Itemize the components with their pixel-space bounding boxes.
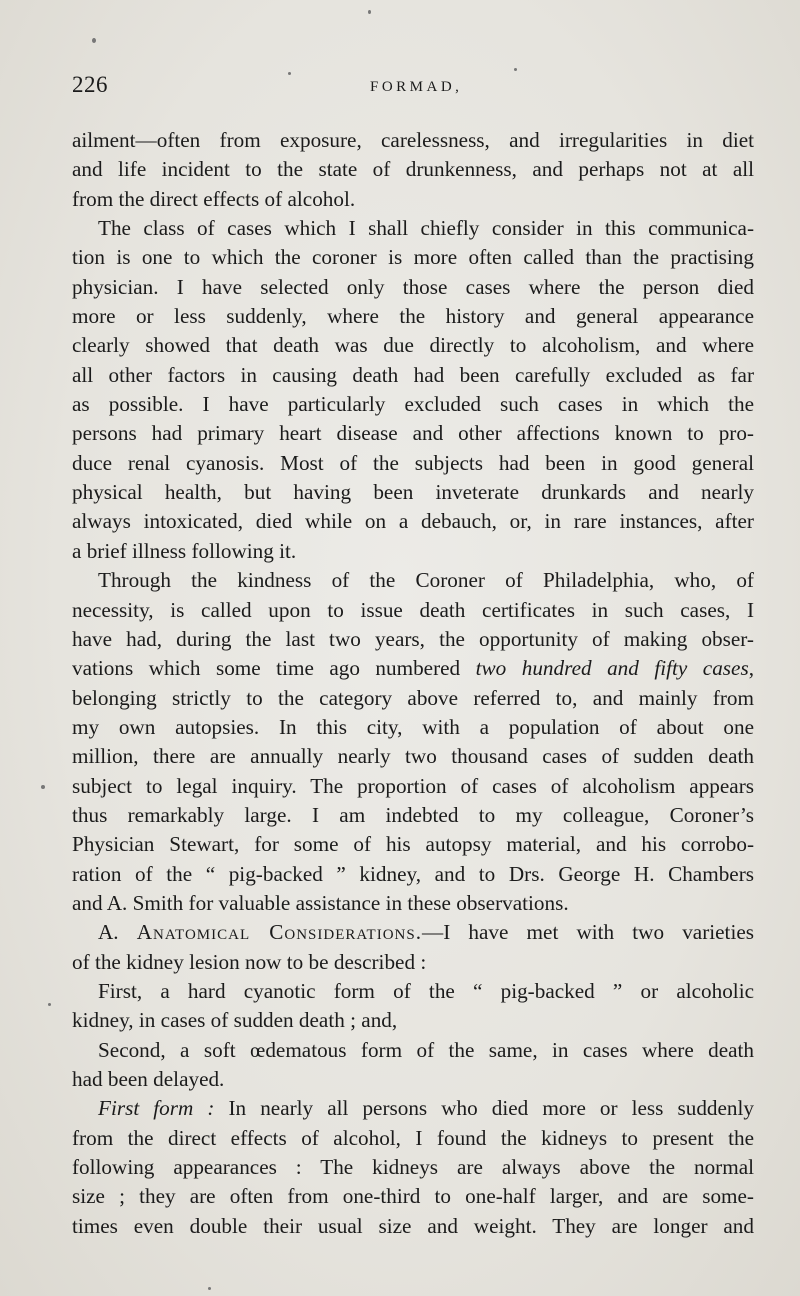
line-text: from the direct effects of alcohol, I found the kidneys to present the bbox=[72, 1125, 754, 1150]
text-line bbox=[72, 419, 754, 448]
line-text: First, a hard cyanotic form of the “ pig-backed ” or alcoholic bbox=[98, 978, 754, 1003]
scan-speck bbox=[48, 1003, 51, 1006]
line-text: A. bbox=[98, 920, 137, 945]
scan-speck bbox=[514, 68, 517, 71]
scan-speck bbox=[41, 785, 45, 789]
line-text: my own autopsies. In this city, with a population of about one bbox=[72, 714, 754, 739]
text-line bbox=[72, 185, 754, 214]
line-text: thus remarkably large. I am indebted to my colleague, Coroner’s bbox=[72, 802, 754, 827]
scan-speck bbox=[368, 10, 371, 14]
text-line bbox=[72, 1212, 754, 1241]
line-text: from the direct effects of alcohol. bbox=[72, 186, 356, 211]
line-text: Through the kindness of the Coroner of Philadelphia, who, of bbox=[98, 568, 754, 593]
text-line bbox=[72, 625, 754, 654]
line-text: times even double their usual size and weight. They are longer and bbox=[72, 1213, 754, 1238]
text-line bbox=[72, 1182, 754, 1211]
line-text: all other factors in causing death had been carefully excluded as far bbox=[72, 362, 754, 387]
line-text: as possible. I have particularly excluded such cases in which the bbox=[72, 392, 754, 417]
text-line bbox=[72, 1094, 754, 1123]
line-text: Physician Stewart, for some of his autopsy material, and his corrobo- bbox=[72, 832, 754, 857]
text-line bbox=[72, 566, 754, 595]
scan-speck bbox=[208, 1287, 211, 1290]
text-line bbox=[72, 742, 754, 771]
text-line bbox=[72, 1036, 754, 1065]
text-line bbox=[72, 772, 754, 801]
line-text: a brief illness following it. bbox=[72, 538, 297, 563]
text-line bbox=[72, 684, 754, 713]
line-text: The class of cases which I shall chiefly consider in this communica- bbox=[98, 216, 754, 241]
text-line bbox=[72, 1153, 754, 1182]
line-text: —I have met with two varieties bbox=[422, 920, 754, 945]
line-text: size ; they are often from one-third to one-half larger, and are some- bbox=[72, 1184, 754, 1209]
text-line bbox=[72, 243, 754, 272]
line-text: tion is one to which the coroner is more often called than the practising bbox=[72, 245, 754, 270]
running-title: FORMAD, bbox=[370, 79, 463, 95]
text-line bbox=[72, 214, 754, 243]
text-line bbox=[72, 1006, 754, 1035]
line-text: belonging strictly to the category above referred to, and mainly from bbox=[72, 685, 754, 710]
text-line bbox=[72, 331, 754, 360]
text-line bbox=[72, 889, 754, 918]
line-text: persons had primary heart disease and other affections known to pro- bbox=[72, 421, 754, 446]
text-line bbox=[72, 948, 754, 977]
text-line bbox=[72, 449, 754, 478]
section-heading: Anatomical Considerations. bbox=[136, 920, 423, 945]
line-text: ailment—often from exposure, carelessness, and irregularities in diet bbox=[72, 128, 754, 152]
text-line bbox=[72, 977, 754, 1006]
text-line bbox=[72, 390, 754, 419]
running-head bbox=[72, 72, 754, 102]
text-line bbox=[72, 537, 754, 566]
line-text: and life incident to the state of drunkenness, and perhaps not at all bbox=[72, 157, 754, 182]
line-text: duce renal cyanosis. Most of the subjects had been in good general bbox=[72, 450, 754, 475]
text-line bbox=[72, 860, 754, 889]
line-text: vations which some time ago numbered bbox=[72, 656, 476, 681]
line-text: In nearly all persons who died more or less suddenly bbox=[214, 1096, 754, 1121]
text-line bbox=[72, 713, 754, 742]
line-text: Second, a soft œdematous form of the same, in cases where death bbox=[98, 1037, 754, 1062]
text-line bbox=[72, 830, 754, 859]
text-line bbox=[72, 507, 754, 536]
page-number: 226 bbox=[72, 72, 108, 97]
line-text: clearly showed that death was due directly to alcoholism, and where bbox=[72, 333, 754, 358]
line-text: kidney, in cases of sudden death ; and, bbox=[72, 1008, 398, 1033]
text-line bbox=[72, 273, 754, 302]
text-line bbox=[72, 1065, 754, 1094]
italic-phrase: First form : bbox=[98, 1096, 215, 1121]
text-line bbox=[72, 302, 754, 331]
line-text: following appearances : The kidneys are always above the normal bbox=[72, 1155, 754, 1180]
line-text: ration of the “ pig-backed ” kidney, and to Drs. George H. Chambers bbox=[72, 861, 754, 886]
line-text: of the kidney lesion now to be described : bbox=[72, 949, 427, 974]
line-text: and A. Smith for valuable assistance in these observations. bbox=[72, 890, 569, 915]
line-text: necessity, is called upon to issue death certificates in such cases, I bbox=[72, 597, 754, 622]
text-line bbox=[72, 654, 754, 683]
line-text: subject to legal inquiry. The proportion of cases of alcoholism appears bbox=[72, 773, 754, 798]
text-line bbox=[72, 1124, 754, 1153]
line-text: physical health, but having been inveterate drunkards and nearly bbox=[72, 480, 754, 505]
text-line bbox=[72, 361, 754, 390]
text-line bbox=[72, 801, 754, 830]
scan-speck bbox=[92, 38, 96, 43]
text-line bbox=[72, 126, 754, 155]
line-text: million, there are annually nearly two thousand cases of sudden death bbox=[72, 744, 754, 769]
text-line bbox=[72, 478, 754, 507]
text-line bbox=[72, 918, 754, 947]
line-text: have had, during the last two years, the opportunity of making obser- bbox=[72, 626, 754, 651]
line-text: , bbox=[748, 656, 754, 681]
text-line bbox=[72, 155, 754, 184]
italic-phrase: two hundred and fifty cases bbox=[475, 656, 749, 681]
line-text: physician. I have selected only those cases where the person died bbox=[72, 274, 754, 299]
line-text: more or less suddenly, where the history and general appearance bbox=[72, 304, 754, 329]
body-text bbox=[72, 126, 754, 1241]
line-text: had been delayed. bbox=[72, 1067, 225, 1091]
text-line bbox=[72, 596, 754, 625]
line-text: always intoxicated, died while on a debauch, or, in rare instances, after bbox=[72, 509, 754, 534]
